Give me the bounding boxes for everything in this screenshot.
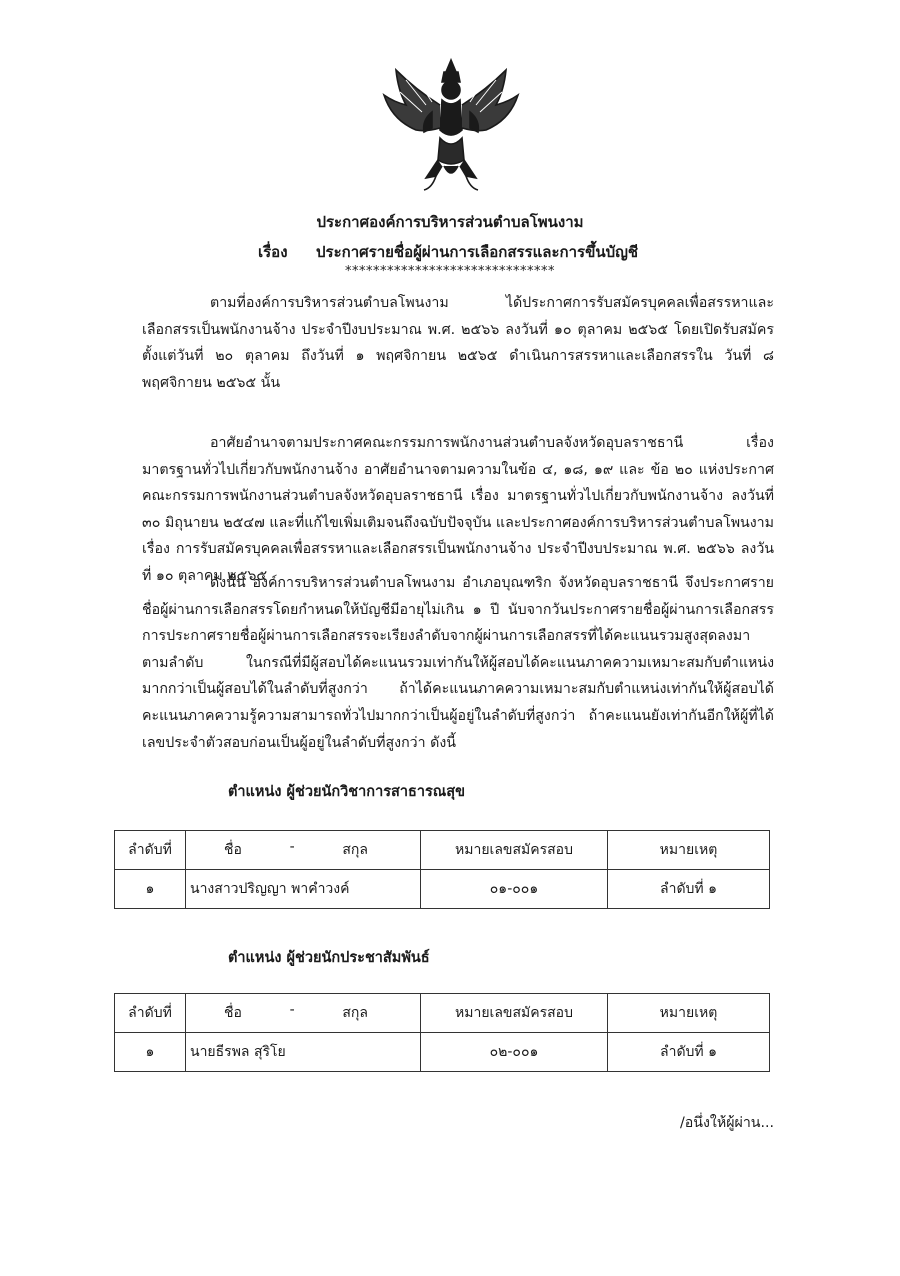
header-note: หมายเหตุ xyxy=(608,831,770,870)
header-name-last: สกุล xyxy=(342,842,368,858)
announcement-title: ประกาศองค์การบริหารส่วนตำบลโพนงาม xyxy=(316,213,584,231)
cell-exam-no: ๐๑-๐๐๑ xyxy=(421,870,608,909)
table-header-row xyxy=(115,994,770,1033)
position-heading: ตำแหน่ง ผู้ช่วยนักวิชาการสาธารณสุข xyxy=(228,784,465,800)
cell-note: ลำดับที่ ๑ xyxy=(608,1033,770,1072)
announcement-subject xyxy=(258,240,638,264)
header-name-first: ชื่อ xyxy=(224,1005,242,1021)
paragraph-1-text: ตามที่องค์การบริหารส่วนตำบลโพนงาม ได้ประกาศการรับสมัครบุคคลเพื่อสรรหาและเลือกสรรเป็นพนักงานจ้าง ประจำปีงบประมาณ พ.ศ. ๒๕๖๖ ลงวันที่ ๑๐ ตุลาคม ๒๕๖๕ โดยเปิดรับสมัครตั้งแต่วันที่ ๒๐ ตุลาคม ถึงวันที่ ๑ พฤศจิกายน ๒๕๖๕ ดำเนินการสรรหาและเลือกสรรใน วันที่ ๘ พฤศจิกายน ๒๕๖๕ นั้น xyxy=(142,295,774,391)
cell-order: ๑ xyxy=(115,1033,186,1072)
header-order: ลำดับที่ xyxy=(115,994,186,1033)
header-exam-no: หมายเลขสมัครสอบ xyxy=(421,994,608,1033)
position-heading: ตำแหน่ง ผู้ช่วยนักประชาสัมพันธ์ xyxy=(228,950,430,966)
header-name-last: สกุล xyxy=(342,1005,368,1021)
paragraph-2 xyxy=(142,430,774,590)
paragraph-1 xyxy=(142,290,774,396)
header-name-first: ชื่อ xyxy=(224,842,242,858)
cell-exam-no: ๐๒-๐๐๑ xyxy=(421,1033,608,1072)
continuation-text: /อนึ่งให้ผู้ผ่าน... xyxy=(680,1115,775,1131)
paragraph-2-text: อาศัยอำนาจตามประกาศคณะกรรมการพนักงานส่วนตำบลจังหวัดอุบลราชธานี เรื่อง มาตรฐานทั่วไปเกี่ยวกับพนักงานจ้าง อาศัยอำนาจตามความในข้อ ๔, ๑๘, ๑๙ และ ข้อ ๒๐ แห่งประกาศคณะกรรมการพนักงานส่วนตำบลจังหวัดอุบลราชธานี เรื่อง มาตรฐานทั่วไปเกี่ยวกับพนักงานจ้าง ลงวันที่ ๓๐ มิถุนายน ๒๕๔๗ และที่แก้ไขเพิ่มเติมจนถึงฉบับปัจจุบัน และประกาศองค์การบริหารส่วนตำบลโพนงาม เรื่อง การรับสมัครบุคคลเพื่อสรรหาและเลือกสรรเป็นพนักงานจ้าง ประจำปีงบประมาณ พ.ศ. ๒๕๖๖ ลงวันที่ ๑๐ ตุลาคม ๒๕๖๕ xyxy=(142,435,774,584)
table-row xyxy=(115,1033,770,1072)
table-header-row xyxy=(115,831,770,870)
table-row xyxy=(115,870,770,909)
header-order: ลำดับที่ xyxy=(115,831,186,870)
results-table xyxy=(114,993,770,1072)
header-name-dash: - xyxy=(289,839,295,855)
cell-name: นางสาวปริญญา พาคำวงค์ xyxy=(186,870,421,909)
paragraph-3 xyxy=(142,570,774,756)
garuda-emblem-icon xyxy=(376,50,526,200)
header-name xyxy=(186,994,421,1033)
header-note: หมายเหตุ xyxy=(608,994,770,1033)
cell-order: ๑ xyxy=(115,870,186,909)
header-name xyxy=(186,831,421,870)
title-separator: ****************************** xyxy=(345,264,555,279)
cell-note: ลำดับที่ ๑ xyxy=(608,870,770,909)
subject-label: เรื่อง xyxy=(258,243,288,261)
paragraph-3-text: ดังนั้น องค์การบริหารส่วนตำบลโพนงาม อำเภอบุณฑริก จังหวัดอุบลราชธานี จึงประกาศรายชื่อผู้ผ่านการเลือกสรรโดยกำหนดให้บัญชีมีอายุไม่เกิน ๑ ปี นับจากวันประกาศรายชื่อผู้ผ่านการเลือกสรร การประกาศรายชื่อผู้ผ่านการเลือกสรรจะเรียงลำดับจากผู้ผ่านการเลือกสรรที่ได้คะแนนรวมสูงสุดลงมาตามลำดับ ในกรณีที่มีผู้สอบได้คะแนนรวมเท่ากันให้ผู้สอบได้คะแนนภาคความเหมาะสมกับตำแหน่งมากกว่าเป็นผู้สอบได้ในลำดับที่สูงกว่า ถ้าได้คะแนนภาคความเหมาะสมกับตำแหน่งเท่ากันให้ผู้สอบได้คะแนนภาคความรู้ความสามารถทั่วไปมากกว่าเป็นผู้อยู่ในลำดับที่สูงกว่า ถ้าคะแนนยังเท่ากันอีกให้ผู้ที่ได้เลขประจำตัวสอบก่อนเป็นผู้อยู่ในลำดับที่สูงกว่า ดังนี้ xyxy=(142,575,774,751)
header-exam-no: หมายเลขสมัครสอบ xyxy=(421,831,608,870)
results-table xyxy=(114,830,770,909)
cell-name: นายธีรพล สุริโย xyxy=(186,1033,421,1072)
header-name-dash: - xyxy=(289,1002,295,1018)
subject-text: ประกาศรายชื่อผู้ผ่านการเลือกสรรและการขึ้นบัญชี xyxy=(316,243,639,261)
